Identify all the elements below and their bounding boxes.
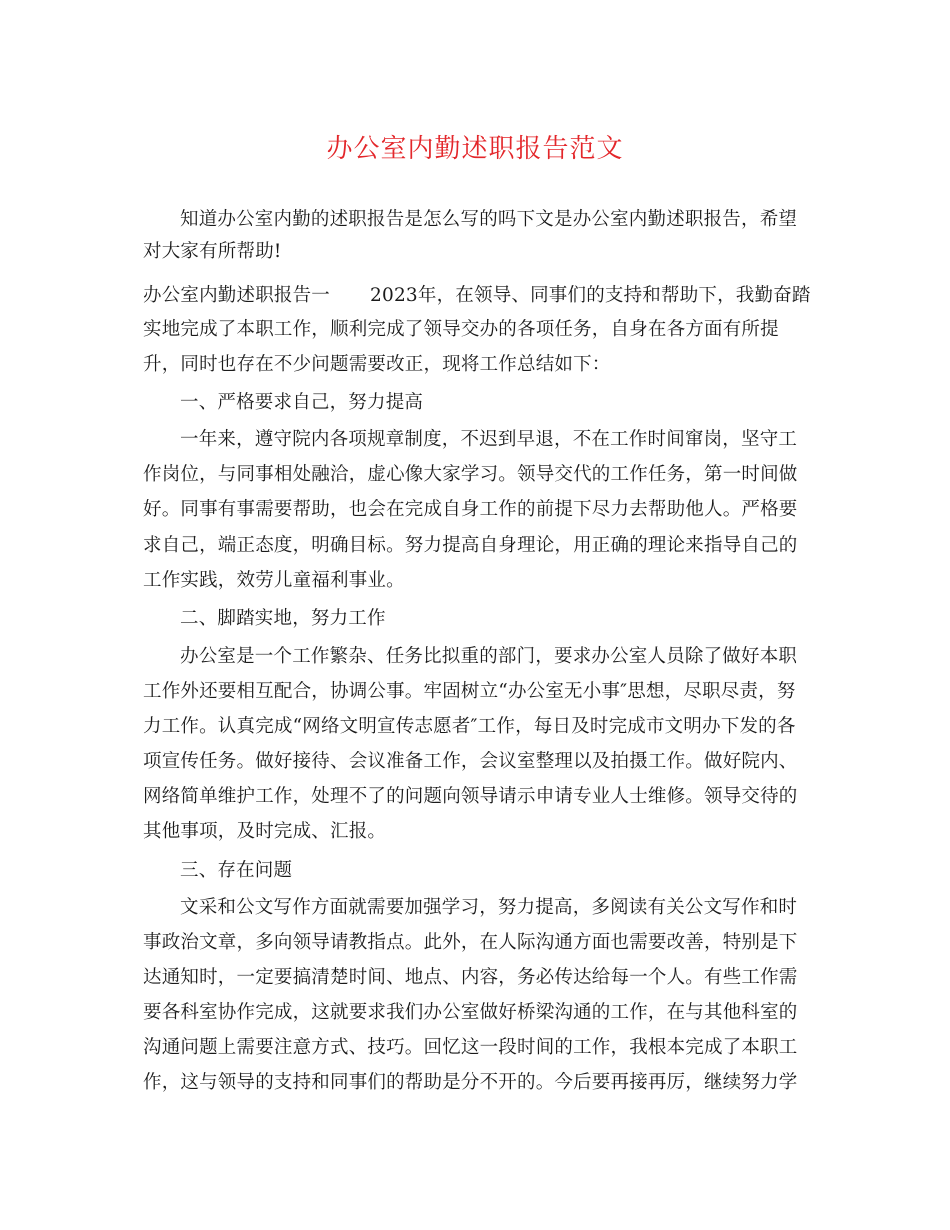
paragraph-line: 工作外还要相互配合，协调公事。牢固树立“办公室无小事″思想，尽职尽责，努 bbox=[143, 681, 796, 702]
paragraph-line: 项宣传任务。做好接待、会议准备工作，会议室整理以及拍摄工作。做好院内、 bbox=[143, 751, 798, 772]
paragraph-line: 工作实践，效劳儿童福利事业。 bbox=[143, 570, 405, 591]
section-heading-2: 二、脚踏实地，努力工作 bbox=[180, 608, 386, 629]
paragraph-line: 沟通问题上需要注意方式、技巧。回忆这一段时间的工作，我根本完成了本职工 bbox=[143, 1037, 798, 1058]
paragraph-line: 作岗位，与同事相处融洽，虚心像大家学习。领导交代的工作任务，第一时间做 bbox=[143, 464, 798, 485]
paragraph-line: 一年来，遵守院内各项规章制度，不迟到早退，不在工作时间窜岗，坚守工 bbox=[180, 429, 798, 450]
paragraph-line: 达通知时，一定要搞清楚时间、地点、内容，务必传达给每一个人。有些工作需 bbox=[143, 967, 798, 988]
paragraph-line: 其他事项，及时完成、汇报。 bbox=[143, 821, 387, 842]
paragraph-line: 办公室是一个工作繁杂、任务比拟重的部门，要求办公室人员除了做好本职 bbox=[180, 646, 798, 667]
paragraph-line: 要各科室协作完成，这就要求我们办公室做好桥梁沟通的工作，在与其他科室的 bbox=[143, 1002, 798, 1023]
section-heading-3: 三、存在问题 bbox=[180, 860, 293, 881]
paragraph-line: 文采和公文写作方面就需要加强学习，努力提高，多阅读有关公文写作和时 bbox=[180, 897, 798, 918]
report-one-label: 办公室内勤述职报告一 bbox=[143, 285, 331, 306]
paragraph-line: 实地完成了本职工作，顺利完成了领导交办的各项任务，自身在各方面有所提 bbox=[143, 319, 779, 340]
paragraph-line: 作，这与领导的支持和同事们的帮助是分不开的。今后要再接再厉，继续努力学 bbox=[143, 1072, 798, 1093]
paragraph-line: 升，同时也存在不少问题需要改正，现将工作总结如下： bbox=[143, 354, 611, 375]
paragraph-line: 好。同事有事需要帮助，也会在完成自身工作的前提下尽力去帮助他人。严格要 bbox=[143, 499, 798, 520]
paragraph-line: 事政治文章，多向领导请教指点。此外，在人际沟通方面也需要改善，特别是下 bbox=[143, 932, 798, 953]
paragraph-line: 网络简单维护工作，处理不了的问题向领导请示申请专业人士维修。领导交待的 bbox=[143, 786, 798, 807]
report-one-opening: 2023年，在领导、同事们的支持和帮助下，我勤奋踏 bbox=[370, 285, 811, 306]
intro-line-1: 知道办公室内勤的述职报告是怎么写的吗下文是办公室内勤述职报告，希望 bbox=[180, 209, 798, 230]
section-heading-1: 一、严格要求自己，努力提高 bbox=[180, 392, 424, 413]
paragraph-line: 力工作。认真完成“网络文明宣传志愿者″工作，每日及时完成市文明办下发的各 bbox=[143, 716, 796, 737]
paragraph-line: 求自己，端正态度，明确目标。努力提高自身理论，用正确的理论来指导自己的 bbox=[143, 535, 798, 556]
report-heading-line bbox=[143, 283, 823, 309]
intro-line-2: 对大家有所帮助! bbox=[143, 241, 282, 262]
document-title: 办公室内勤述职报告范文 bbox=[326, 134, 624, 164]
